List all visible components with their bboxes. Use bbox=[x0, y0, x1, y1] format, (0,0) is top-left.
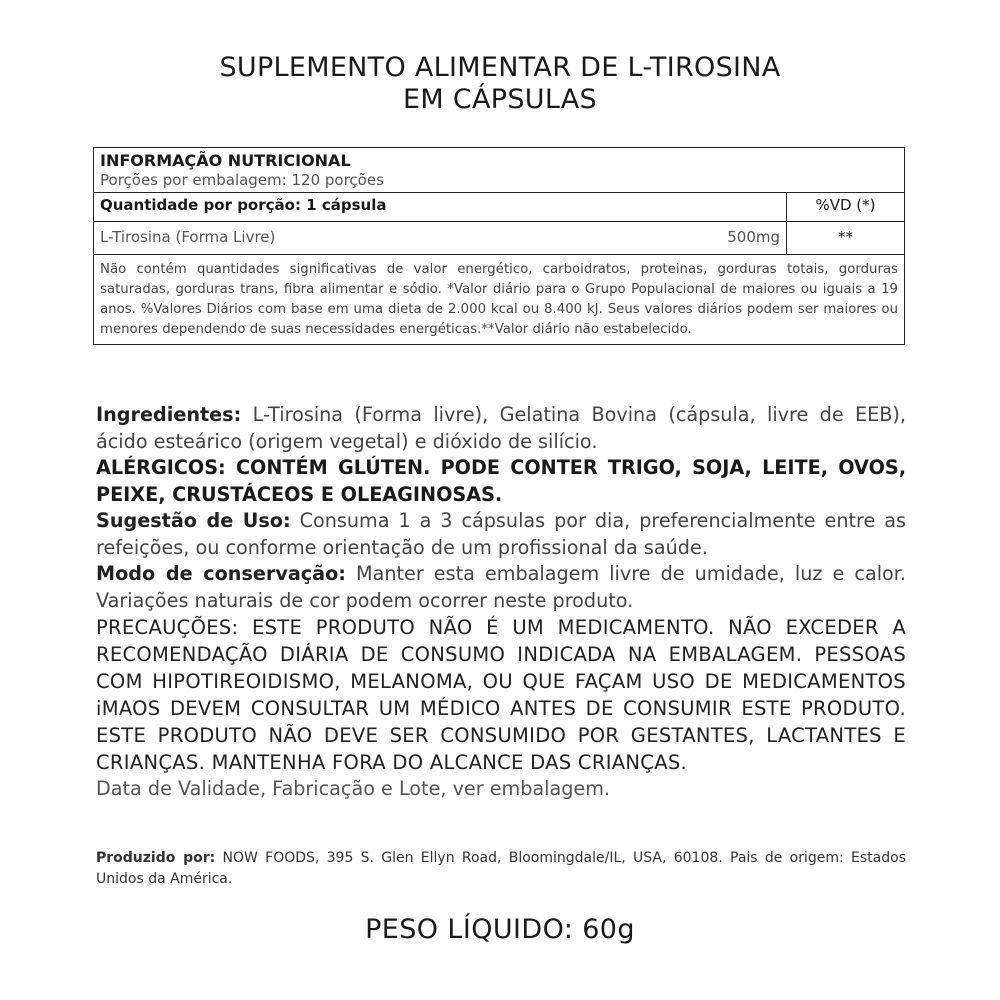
nutrition-facts-table bbox=[93, 147, 905, 345]
storage-paragraph bbox=[96, 561, 906, 614]
product-title bbox=[0, 52, 1000, 116]
nutrition-title: INFORMAÇÃO NUTRICIONAL bbox=[100, 151, 351, 170]
nutrient-name: L-Tirosina (Forma Livre) bbox=[100, 228, 276, 246]
serving-size: Quantidade por porção: 1 cápsula bbox=[100, 196, 387, 214]
product-title-line-1: SUPLEMENTO ALIMENTAR DE L-TIROSINA bbox=[219, 52, 781, 83]
ingredients-label: Ingredientes: bbox=[96, 403, 242, 426]
daily-value-header: %VD (*) bbox=[786, 193, 904, 221]
allergens-text: ALÉRGICOS: CONTÉM GLÚTEN. PODE CONTER TRIGO, SOJA, LEITE, OVOS, PEIXE, CRUSTÁCEOS E OLEAGINOSAS. bbox=[96, 456, 906, 506]
nutrient-cell bbox=[94, 222, 786, 254]
validity-text: Data de Validade, Fabricação e Lote, ver embalagem. bbox=[96, 777, 611, 800]
nutrient-row bbox=[94, 222, 904, 255]
usage-text: Consuma 1 a 3 cápsulas por dia, preferencialmente entre as refeições, ou conforme orientação de um profissional da saúde. bbox=[96, 509, 907, 559]
producer-text: NOW FOODS, 395 S. Glen Ellyn Road, Bloomingdale/IL, USA, 60108. Pais de origem: Estados Unidos da América. bbox=[96, 850, 906, 887]
nutrient-amount: 500mg bbox=[727, 228, 780, 246]
precautions-text: PRECAUÇÕES: ESTE PRODUTO NÃO É UM MEDICAMENTO. NÃO EXCEDER A RECOMENDAÇÃO DIÁRIA DE CONSUMO INDICADA NA EMBALAGEM. PESSOAS COM HIPOTIREOIDISMO, MELANOMA, OU QUE FAÇAM USO DE MEDICAMENTOS iMAOS DEVEM CONSULTAR UM MÉDICO ANTES DE CONSUMIR ESTE PRODUTO. ESTE PRODUTO NÃO DEVE SER CONSUMIDO POR GESTANTES, LACTANTES E CRIANÇAS. MANTENHA FORA DO ALCANCE DAS CRIANÇAS. bbox=[96, 616, 906, 774]
usage-paragraph bbox=[96, 508, 906, 561]
nutrition-footnote: Não contém quantidades significativas de valor energético, carboidratos, proteinas, gorduras totais, gorduras saturadas, gorduras trans, fibra alimentar e sódio. *Valor diário para o Grupo Populacional de maiores ou iguais a 19 anos. %Valores Diários com base em uma dieta de 2.000 kcal ou 8.400 kJ. Seus valores diários podem ser maiores ou menores dependendo de suas necessidades energéticas.**Valor diário não estabelecido. bbox=[100, 262, 898, 337]
servings-per-package: Porções por embalagem: 120 porções bbox=[100, 171, 384, 189]
net-weight: PESO LÍQUIDO: 60g bbox=[365, 914, 635, 945]
ingredients-text: L-Tirosina (Forma livre), Gelatina Bovina (cápsula, livre de EEB), ácido esteárico (origem vegetal) e dióxido de silício. bbox=[96, 403, 906, 453]
nutrient-daily-value: ** bbox=[786, 222, 904, 254]
storage-label: Modo de conservação: bbox=[96, 562, 346, 585]
product-title-line-2: EM CÁPSULAS bbox=[402, 84, 597, 115]
serving-size-row bbox=[94, 193, 904, 222]
producer-info bbox=[96, 848, 906, 890]
nutrition-header bbox=[94, 148, 904, 193]
usage-label: Sugestão de Uso: bbox=[96, 509, 291, 532]
storage-text: Manter esta embalagem livre de umidade, luz e calor. Variações naturais de cor podem ocorrer neste produto. bbox=[96, 562, 907, 612]
producer-label: Produzido por: bbox=[96, 850, 216, 866]
ingredients-paragraph bbox=[96, 402, 906, 455]
product-details bbox=[96, 402, 906, 803]
